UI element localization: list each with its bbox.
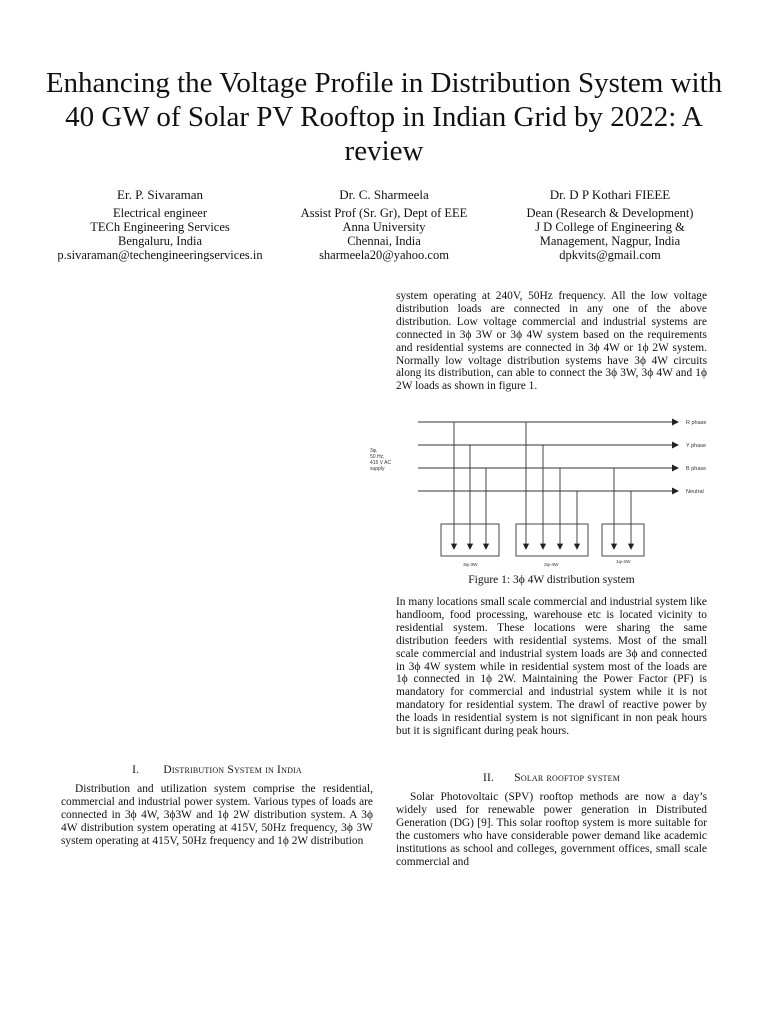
load-group-label: 1φ-2W — [616, 560, 631, 565]
supply-label: 415 V AC — [370, 460, 392, 466]
phase-label: Neutral — [686, 489, 704, 495]
section-number: II. — [482, 772, 495, 784]
body-paragraph: Distribution and utilization system comprise the residential, commercial and industrial power system. Various types of loads are connected in 3ϕ 4W, 3ϕ3W and 1ϕ 2W distribution system. A 3ϕ 4W distribution system operating at 415V, 50Hz frequency, 3ϕ 3W system operating at 415V, 50Hz frequency and 1ϕ 2W distribution — [61, 783, 373, 847]
author-affiliation: Dean (Research & Development) — [526, 206, 694, 220]
right-column-section2-body — [396, 791, 707, 868]
author-affiliation: Assist Prof (Sr. Gr), Dept of EEE — [300, 206, 468, 220]
distribution-diagram — [366, 412, 712, 574]
author-1 — [50, 188, 270, 262]
section-title: Solar rooftop system — [514, 772, 621, 784]
author-name: Dr. D P Kothari FIEEE — [549, 187, 671, 202]
section-heading-2 — [396, 772, 707, 784]
author-affiliation: TECh Engineering Services — [90, 220, 230, 234]
author-2 — [284, 188, 484, 262]
figure-caption: Figure 1: 3ϕ 4W distribution system — [468, 574, 635, 586]
author-affiliation: Electrical engineer — [112, 206, 208, 220]
section-number: I. — [132, 764, 140, 776]
phase-label: B phase — [686, 466, 707, 472]
section-title: Distribution System in India — [163, 764, 302, 776]
supply-label: supply — [370, 466, 385, 472]
author-email: dpkvits@gmail.com — [559, 248, 661, 262]
author-3 — [510, 188, 710, 262]
supply-label: 3φ, — [370, 448, 378, 454]
supply-label: 50 Hz, — [370, 454, 385, 460]
body-paragraph: In many locations small scale commercial and industrial system like handloom, food processing, warehouse etc is located vicinity to residential system. These locations were sharing the same distribution feeders with residential systems. Most of the small scale commercial and industrial system loads are 3ϕ and connected in 3ϕ 4W system while in residential system most of the loads are 1ϕ connected in 1ϕ 2W. Maintaining the Power Factor (PF) is mandatory for commercial and industrial system while it is not mandatory for residential system. The drawl of reactive power by the loads in residential system is not significant in non peak hours but it is significant during peak hours. — [396, 596, 707, 738]
author-affiliation: J D College of Engineering & — [535, 220, 685, 234]
right-column-intro — [396, 290, 707, 393]
author-affiliation: Anna University — [342, 220, 426, 234]
load-box-1p2w — [602, 524, 644, 556]
author-affiliation: Management, Nagpur, India — [539, 234, 681, 248]
author-name: Er. P. Sivaraman — [117, 187, 203, 202]
body-paragraph: Solar Photovoltaic (SPV) rooftop methods are now a day’s widely used for renewable power generation in Distributed Generation (DG) [9]. This solar rooftop system is more suitable for the customers who have considerable power demand like academic institutions as school and colleges, government offices, small scale commercial and — [396, 791, 707, 868]
right-column-body — [396, 596, 707, 738]
load-group-label: 3φ-4W — [544, 563, 559, 568]
author-affiliation: Chennai, India — [347, 234, 421, 248]
author-email: p.sivaraman@techengineeringservices.in — [57, 248, 263, 262]
phase-label: R phase — [686, 420, 707, 426]
load-group-label: 3φ-3W — [463, 563, 478, 568]
author-email: sharmeela20@yahoo.com — [319, 248, 449, 262]
body-paragraph: system operating at 240V, 50Hz frequency. All the low voltage distribution loads are connected in any one of the above distribution. Low voltage commercial and industrial systems are connected in 3ϕ 3W or 3ϕ 4W system based on the requirements and residential systems are connected in 3ϕ 4W or 1ϕ 2W system. Normally low voltage distribution systems have 3ϕ 4W circuits along its distribution, can able to connect the 3ϕ 3W, 3ϕ 4W and 1ϕ 2W loads as shown in figure 1. — [396, 290, 707, 393]
author-name: Dr. C. Sharmeela — [339, 187, 429, 202]
phase-label: Y phase — [686, 443, 707, 449]
section-heading-1 — [60, 764, 374, 776]
left-column-body — [61, 783, 373, 848]
paper-title: Enhancing the Voltage Profile in Distribution System with 40 GW of Solar PV Rooftop in Indian Grid by 2022: A review — [45, 67, 723, 167]
author-affiliation: Bengaluru, India — [117, 234, 202, 248]
